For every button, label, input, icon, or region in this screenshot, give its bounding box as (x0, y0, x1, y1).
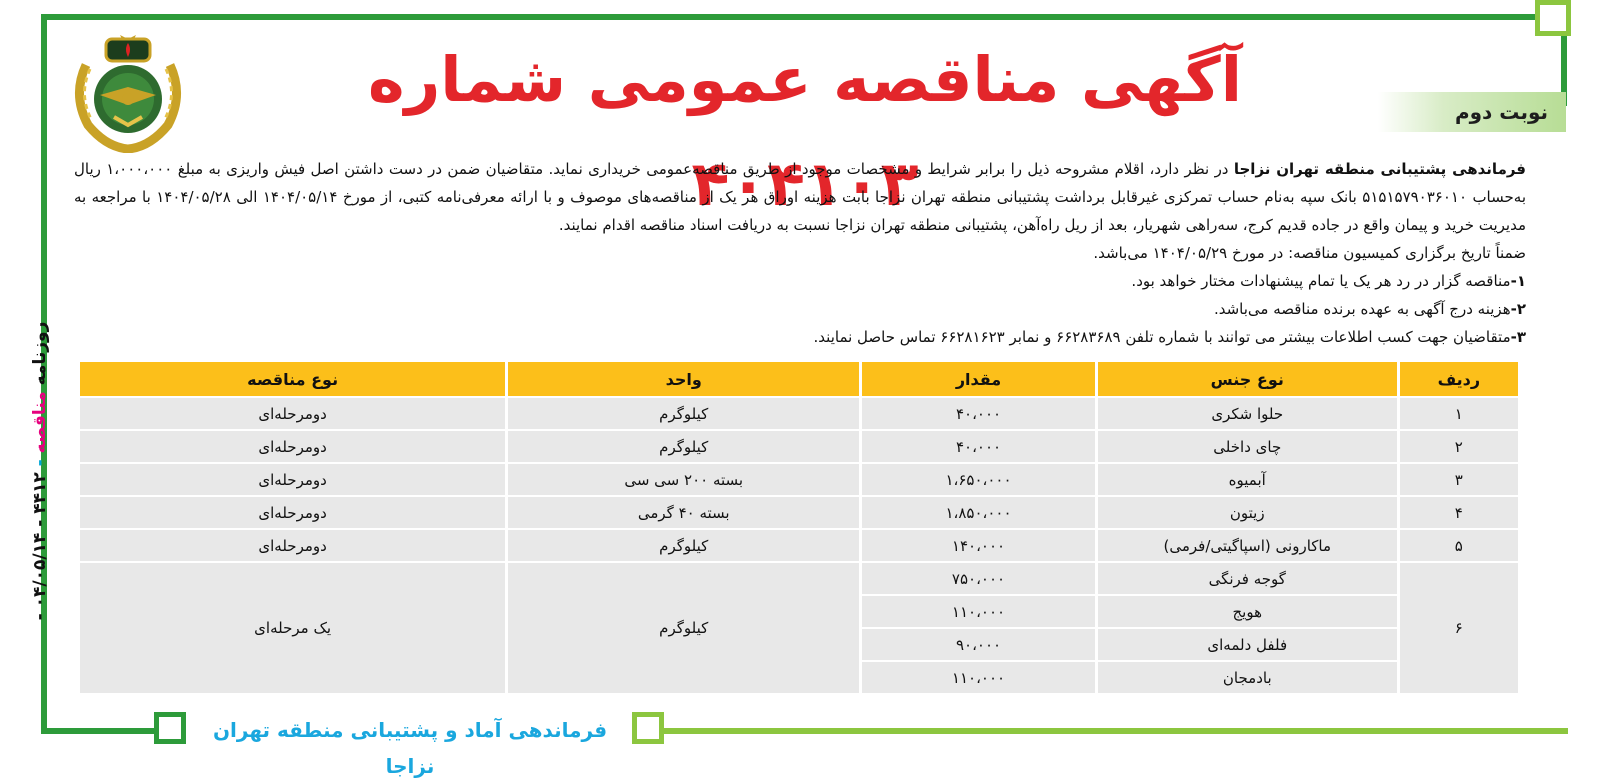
cell-tender-type: دومرحله‌ای (80, 431, 505, 462)
cell-row-number: ۵ (1400, 530, 1518, 561)
cell-item: هویج (1098, 596, 1397, 627)
newspaper-prefix: روزنامه (30, 321, 50, 386)
cell-unit: کیلوگرم (508, 398, 859, 429)
condition-text: متقاضیان جهت کسب اطلاعات بیشتر می توانند با شماره تلفن ۶۶۲۸۳۶۸۹ و نمابر ۶۶۲۸۱۶۲۳ تماس حاصل نمایند. (813, 328, 1511, 346)
condition-item (74, 267, 1526, 295)
cell-row-number: ۶ (1400, 563, 1518, 693)
frame-top-border (41, 14, 1561, 20)
condition-number: ۱- (1510, 272, 1526, 290)
cell-quantity: ۱،۸۵۰،۰۰۰ (862, 497, 1095, 528)
issue-number-date: ۴۴۱۲ - ۰۴/۰۵/۱۴ - (30, 472, 50, 621)
cell-unit: بسته ۴۰ گرمی (508, 497, 859, 528)
cell-row-number: ۱ (1400, 398, 1518, 429)
cell-row-number: ۳ (1400, 464, 1518, 495)
cell-tender-type: دومرحله‌ای (80, 398, 505, 429)
header-row-number: ردیف (1400, 362, 1518, 396)
table-row (80, 431, 1518, 462)
cell-item: فلفل دلمه‌ای (1098, 629, 1397, 660)
cell-tender-type: دومرحله‌ای (80, 530, 505, 561)
condition-item (74, 323, 1526, 351)
cell-item: بادمجان (1098, 662, 1397, 693)
frame-bottom-border-right (660, 728, 1568, 734)
footer-organization: فرماندهی آماد و پشتیبانی منطقه تهران نزاجا (212, 718, 608, 778)
condition-text: هزینه درج آگهی به عهده برنده مناقصه می‌باشد. (1213, 300, 1511, 318)
condition-number: ۲- (1510, 300, 1526, 318)
table-header-row (80, 362, 1518, 396)
table-row (80, 530, 1518, 561)
cell-unit: کیلوگرم (508, 530, 859, 561)
cell-item: گوجه فرنگی (1098, 563, 1397, 594)
cell-item: زیتون (1098, 497, 1397, 528)
cell-item: چای داخلی (1098, 431, 1397, 462)
organization-name: فرماندهی پشتیبانی منطقه تهران نزاجا (1233, 160, 1527, 178)
newspaper-brand: مناقصه (30, 391, 50, 454)
cell-quantity: ۷۵۰،۰۰۰ (862, 563, 1095, 594)
condition-number: ۳- (1510, 328, 1526, 346)
header-tender-type: نوع مناقصه (80, 362, 505, 396)
cell-quantity: ۴۰،۰۰۰ (862, 398, 1095, 429)
header-quantity: مقدار (862, 362, 1095, 396)
header-item-type: نوع جنس (1098, 362, 1397, 396)
newspaper-side-label: روزنامه مناقصه - ۴۴۱۲ - ۰۴/۰۵/۱۴ - (30, 321, 50, 621)
corner-square-bottom-left (154, 712, 186, 744)
announcement-body (74, 155, 1526, 351)
paragraph-main-text: در نظر دارد، اقلام مشروحه ذیل را برابر شرایط و مشخصات موجود از طریق مناقصه‌عمومی خریداری نماید. متقاضیان ضمن در دست داشتن اصل فیش واریزی به مبلغ ۱،۰۰۰،۰۰۰ ریال به‌حساب ۵۱۵۱۵۷۹۰۳۶۰۱۰ بانک سپه به‌نام حساب تمرکزی غیرقابل برداشت پشتیبانی منطقه تهران نزاجا بابت هزینه اوراق هر یک از مناقصه‌های موصوف و با ارائه معرفی‌نامه کتبی، از مورخ ۱۴۰۴/۰۵/۱۴ الی ۱۴۰۴/۰۵/۲۸ با مراجعه به مدیریت خرید و پیمان واقع در جاده قدیم کرج، سه‌راهی شهریار، بعد از ریل راه‌آهن، پشتیبانی منطقه تهران نزاجا نسبت به دریافت اسناد مناقصه اقدام نمایند. (74, 160, 1527, 234)
cell-quantity: ۱۱۰،۰۰۰ (862, 662, 1095, 693)
cell-item: آبمیوه (1098, 464, 1397, 495)
cell-unit: بسته ۲۰۰ سی سی (508, 464, 859, 495)
cell-quantity: ۱۱۰،۰۰۰ (862, 596, 1095, 627)
condition-text: مناقصه گزار در رد هر یک یا تمام پیشنهادات مختار خواهد بود. (1131, 272, 1511, 290)
header-unit: واحد (508, 362, 859, 396)
cell-row-number: ۲ (1400, 431, 1518, 462)
cell-quantity: ۹۰،۰۰۰ (862, 629, 1095, 660)
cell-tender-type: دومرحله‌ای (80, 464, 505, 495)
cell-tender-type: دومرحله‌ای (80, 497, 505, 528)
table-row (80, 464, 1518, 495)
table-row (80, 497, 1518, 528)
cell-tender-type: یک مرحله‌ای (80, 563, 505, 693)
cell-quantity: ۱،۶۵۰،۰۰۰ (862, 464, 1095, 495)
cell-quantity: ۴۰،۰۰۰ (862, 431, 1095, 462)
table-row (80, 563, 1518, 594)
paragraph-commission-date: ضمناً تاریخ برگزاری کمیسیون مناقصه: در مورخ ۱۴۰۴/۰۵/۲۹ می‌باشد. (1093, 244, 1526, 262)
cell-row-number: ۴ (1400, 497, 1518, 528)
cell-quantity: ۱۴۰،۰۰۰ (862, 530, 1095, 561)
corner-square-top-right (1535, 0, 1571, 36)
cell-unit: کیلوگرم (508, 431, 859, 462)
cell-item: ماکارونی (اسپاگیتی/فرمی) (1098, 530, 1397, 561)
paragraph-main (74, 155, 1526, 239)
corner-square-bottom-right (632, 712, 664, 744)
table-row (80, 398, 1518, 429)
edition-badge: نوبت دوم (1378, 92, 1566, 132)
cell-unit: کیلوگرم (508, 563, 859, 693)
page-title: آگهی مناقصه عمومی شماره ۴۰۴۱۰۳ (368, 43, 1242, 220)
army-emblem-logo (66, 25, 190, 153)
tender-items-table (77, 360, 1521, 695)
frame-bottom-border-left (41, 728, 161, 734)
condition-item (74, 295, 1526, 323)
cell-item: حلوا شکری (1098, 398, 1397, 429)
